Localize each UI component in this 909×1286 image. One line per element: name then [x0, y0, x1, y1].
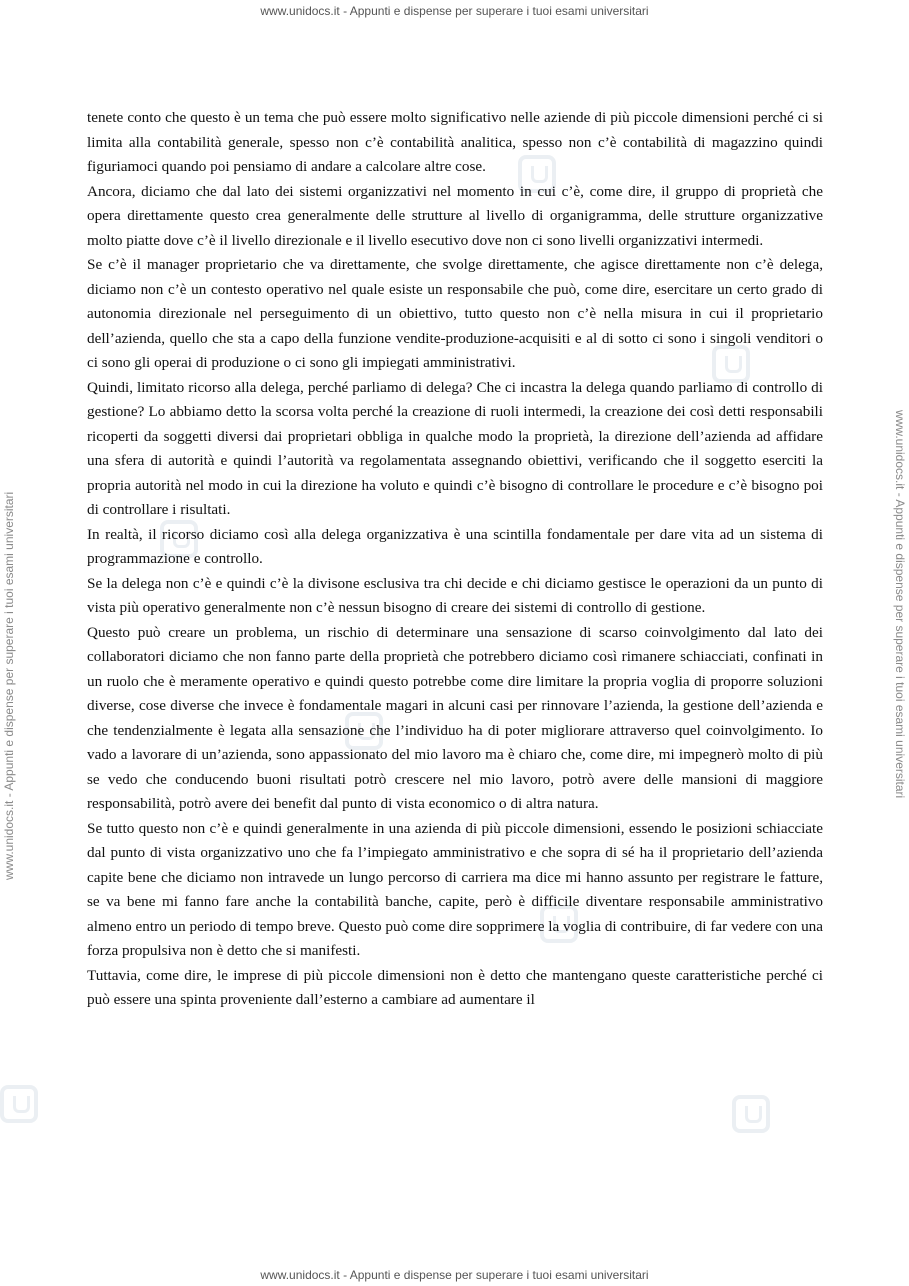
paragraph: Tuttavia, come dire, le imprese di più piccole dimensioni non è detto che mantengano queste caratteristiche perché ci può essere una spinta proveniente dall’esterno a cambiare ad aumentare il — [87, 966, 823, 1008]
side-watermark-right: www.unidocs.it - Appunti e dispense per superare i tuoi esami universitari — [893, 410, 907, 799]
paragraph: In realtà, il ricorso diciamo così alla delega organizzativa è una scintilla fondamentale per dare vita ad un sistema di programmazione e controllo. — [87, 525, 823, 567]
document-body — [87, 106, 823, 1013]
paragraph: Se tutto questo non c’è e quindi generalmente in una azienda di più piccole dimensioni, essendo le posizioni schiacciate dal punto di vista organizzativo uno che fa l’impiegato amministrativo e che sopra di sé ha il proprietario dell’azienda capite bene che diciamo non intravede un lungo percorso di carriera ma dice mi hanno assunto per registrare le fatture, se va bene mi fanno fare anche la contabilità banche, capite, però è difficile diventare responsabile amministrativo almeno entro un periodo di tempo breve. Questo può come dire sopprimere la voglia di contribuire, di far vedere con una forza propulsiva non è detto che si manifesti. — [87, 819, 823, 959]
paragraph: tenete conto che questo è un tema che può essere molto significativo nelle aziende di più piccole dimensioni perché ci si limita alla contabilità generale, spesso non c’è contabilità analitica, spesso non c’è contabilità di magazzino quindi figuriamoci quando poi pensiamo di andare a calcolare altre cose. — [87, 109, 823, 175]
page-header: www.unidocs.it - Appunti e dispense per superare i tuoi esami universitari — [260, 4, 649, 18]
side-watermark-left: www.unidocs.it - Appunti e dispense per superare i tuoi esami universitari — [2, 491, 16, 880]
paragraph: Se c’è il manager proprietario che va direttamente, che svolge direttamente, che agisce direttamente non c’è delega, diciamo non c’è un contesto operativo nel quale esiste un responsabile che può, come dire, esercitare un certo grado di autonomia direzionale nel perseguimento di un obiettivo, tutto questo non c’è nella misura in cui il proprietario dell’azienda, quello che sta a capo della funzione vendite-produzione-acquisiti e al di sotto ci sono i singoli venditori o ci sono gli operai di produzione o ci sono gli impiegati amministrativi. — [87, 256, 823, 371]
paragraph: Se la delega non c’è e quindi c’è la divisone esclusiva tra chi decide e chi diciamo gestisce le operazioni da un punto di vista più operativo generalmente non c’è nessun bisogno di creare dei sistemi di controllo di gestione. — [87, 574, 823, 616]
paragraph: Ancora, diciamo che dal lato dei sistemi organizzativi nel momento in cui c’è, come dire, il gruppo di proprietà che opera direttamente questo crea generalmente delle strutture al livello di organigramma, delle strutture organizzative molto piatte dove c’è il livello direzionale e il livello esecutivo dove non ci sono livelli organizzativi intermedi. — [87, 182, 823, 249]
watermark-logo-icon — [732, 1095, 770, 1133]
watermark-logo-icon — [0, 1085, 38, 1123]
page-footer: www.unidocs.it - Appunti e dispense per superare i tuoi esami universitari — [260, 1268, 649, 1282]
paragraph: Quindi, limitato ricorso alla delega, perché parliamo di delega? Che ci incastra la delega quando parliamo di controllo di gestione? Lo abbiamo detto la scorsa volta perché la creazione di ruoli intermedi, la creazione dei così detti responsabili ricoperti da soggetti diversi dai proprietari obbliga in qualche modo la proprietà, la direzione dell’azienda ad affidare una sfera di autorità e quindi l’autorità va regolamentata assegnando obiettivi, verificando che il soggetto eserciti la propria autorità nel modo in cui la direzione ha voluto e quindi c’è bisogno di controllare le procedure e c’è bisogno poi di controllare i risultati. — [87, 378, 823, 518]
paragraph: Questo può creare un problema, un rischio di determinare una sensazione di scarso coinvolgimento dal lato dei collaboratori diciamo che non fanno parte della proprietà che potrebbero diciamo così rimanere schiacciati, confinati in un ruolo che è meramente operativo e quindi questo potrebbe come dire limitare la propria voglia di proporre soluzioni diverse, cose diverse che invece è fondamentale magari in alcuni casi per rinnovare l’azienda, la gestione dell’azienda e che tendenzialmente è legata alla sensazione che l’individuo ha di poter migliorare attraverso quel coinvolgimento. Io vado a lavorare di un’azienda, sono appassionato del mio lavoro ma è chiaro che, come dire, mi impegnerò molto di più se vedo che conducendo buoni risultati potrò crescere nel mio lavoro, potrò avere delle mansioni di maggiore responsabilità, potrò avere dei benefit dal punto di vista economico o di altra natura. — [87, 623, 823, 812]
